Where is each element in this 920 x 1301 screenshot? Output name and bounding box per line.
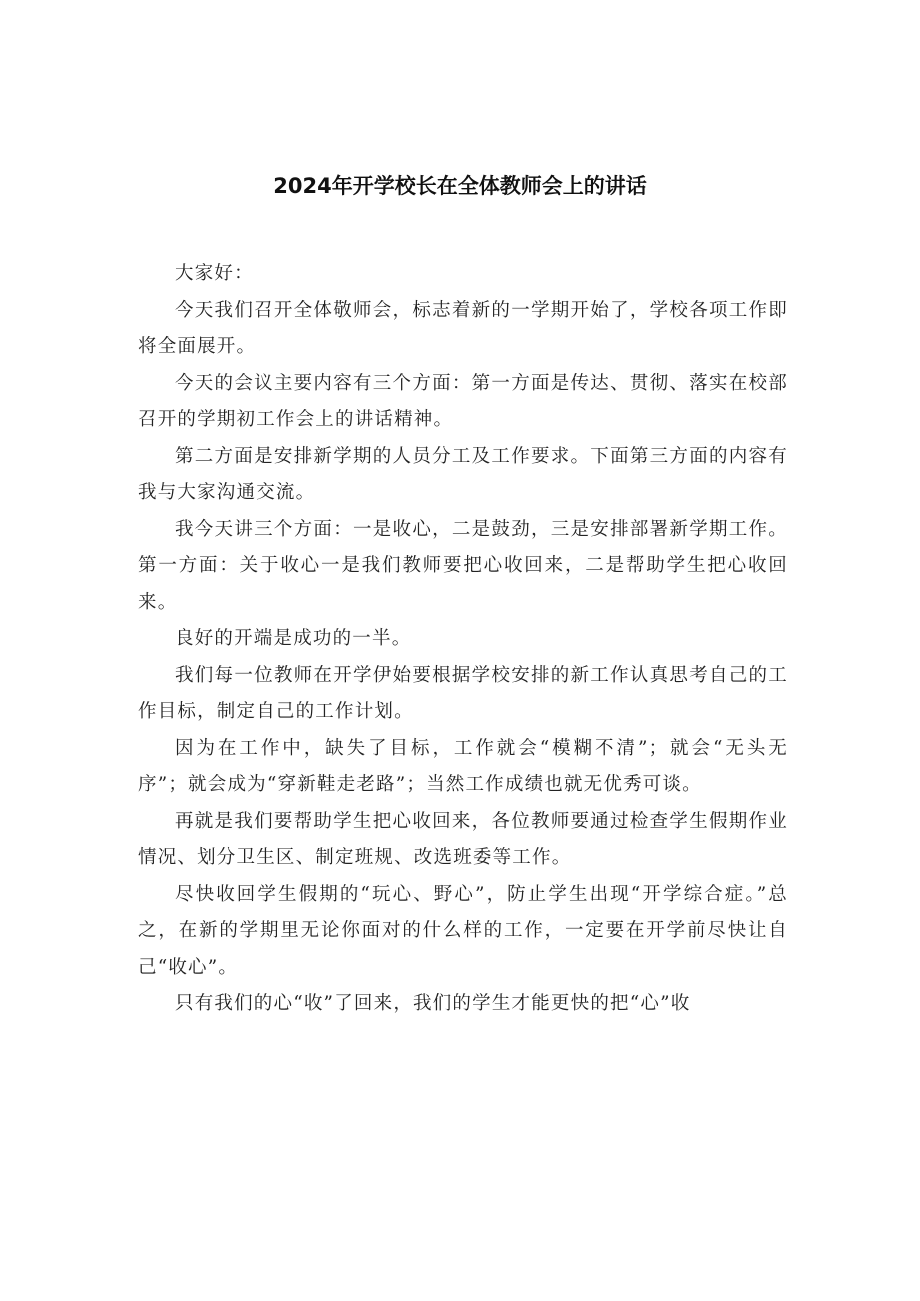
- document-body: [138, 256, 788, 1023]
- paragraph: 我今天讲三个方面：一是收心，二是鼓劲，三是安排部署新学期工作。第一方面：关于收心一是我们教师要把心收回来，二是帮助学生把心收回来。: [138, 518, 788, 613]
- paragraph-greeting: 大家好：: [175, 263, 254, 284]
- paragraph: 再就是我们要帮助学生把心收回来，各位教师要通过检查学生假期作业情况、划分卫生区、制定班规、改选班委等工作。: [138, 810, 788, 868]
- document-title: 2024年开学校长在全体教师会上的讲话: [273, 174, 647, 198]
- paragraph: 因为在工作中，缺失了目标，工作就会“模糊不清”；就会“无头无序”；就会成为“穿新鞋走老路”；当然工作成绩也就无优秀可谈。: [138, 737, 788, 795]
- paragraph-last: 只有我们的心“收”了回来，我们的学生才能更快的把“心”收: [175, 993, 691, 1014]
- paragraph: 第二方面是安排新学期的人员分工及工作要求。下面第三方面的内容有我与大家沟通交流。: [138, 445, 788, 503]
- paragraph: 尽快收回学生假期的“玩心、野心”，防止学生出现“开学综合症。”总之，在新的学期里无论你面对的什么样的工作，一定要在开学前尽快让自己“收心”。: [138, 883, 788, 978]
- paragraph: 今天我们召开全体敬师会，标志着新的一学期开始了，学校各项工作即将全面展开。: [138, 299, 788, 357]
- paragraph: 我们每一位教师在开学伊始要根据学校安排的新工作认真思考自己的工作目标，制定自己的工作计划。: [138, 664, 788, 722]
- paragraph: 今天的会议主要内容有三个方面：第一方面是传达、贯彻、落实在校部召开的学期初工作会上的讲话精神。: [138, 372, 788, 430]
- paragraph: 良好的开端是成功的一半。: [175, 628, 412, 649]
